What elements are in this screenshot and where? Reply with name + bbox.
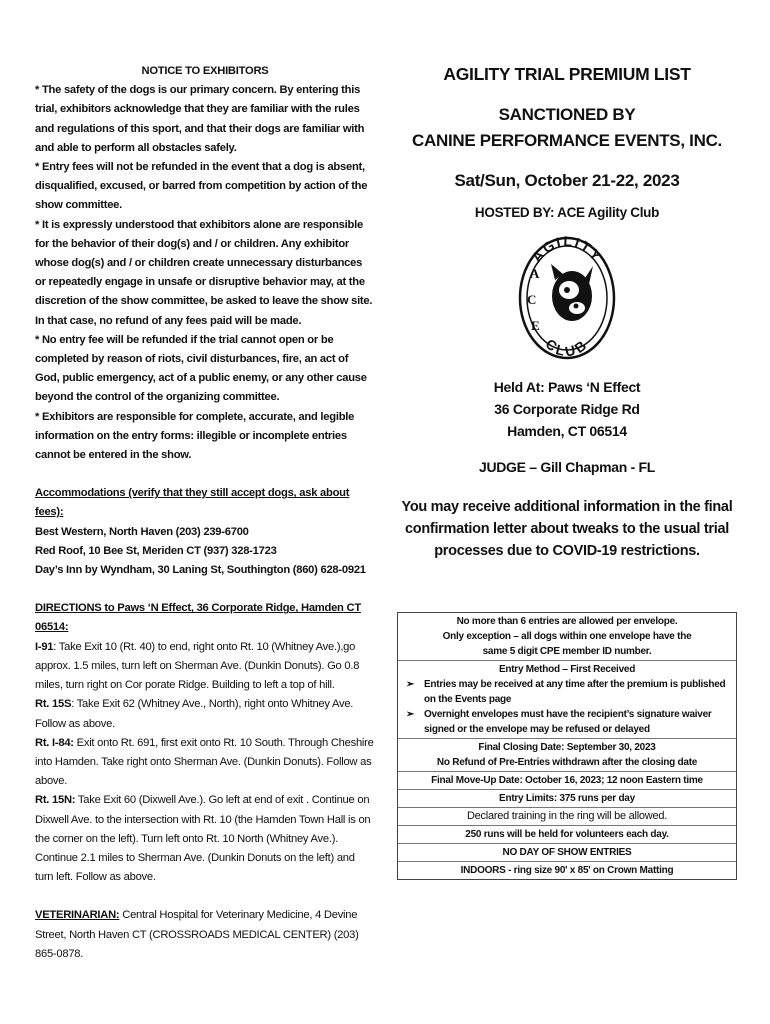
- covid-notice: You may receive additional information in the final confirmation letter about tweaks to the usual trial processes due to COVID-19 restrictions.: [401, 499, 733, 559]
- judge-info: JUDGE – Gill Chapman - FL: [478, 459, 656, 475]
- no-refund: No Refund of Pre-Entries withdrawn after the closing date: [436, 757, 698, 768]
- no-day-of-show-entries: NO DAY OF SHOW ENTRIES: [398, 844, 736, 862]
- bullet-text: Entries may be received at any time after the premium is published on the Events page: [424, 679, 726, 705]
- volunteer-runs: 250 runs will be held for volunteers each day.: [398, 826, 736, 844]
- logo-letter-a: A: [530, 266, 540, 281]
- notice-entry-forms: * Exhibitors are responsible for complete, accurate, and legible information on the entry forms: illegible or incomplete entries cannot be entered in the show.: [35, 410, 355, 462]
- logo-text-bottom: CLUB: [542, 335, 592, 360]
- entry-method-section: [398, 661, 736, 739]
- logo-text-top: AGILITY: [528, 234, 606, 266]
- directions-rt15n: [35, 791, 375, 887]
- hotel-red-roof: Red Roof, 10 Bee St, Meriden CT (937) 328-1723: [35, 544, 277, 557]
- training-note: Declared training in the ring will be allowed.: [398, 808, 736, 826]
- directions-rt15s: [35, 695, 375, 733]
- directions-label: Rt. 15N:: [35, 794, 76, 807]
- notice-refund-absent: * Entry fees will not be refunded in the event that a dog is absent, disqualified, excused, or barred from competition by action of the show committee.: [35, 161, 368, 212]
- directions-label: I-91: [35, 640, 54, 653]
- directions-title: DIRECTIONS to Paws ‘N Effect, 36 Corporate Ridge, Hamden CT 06514:: [35, 602, 361, 634]
- document-title: AGILITY TRIAL PREMIUM LIST: [443, 64, 691, 84]
- bullet-text: Overnight envelopes must have the recipient’s signature waiver signed or the envelope may be refused or delayed: [424, 709, 712, 735]
- directions-label: Rt. 15S: [35, 698, 72, 711]
- notice-safety: * The safety of the dogs is our primary concern. By entering this trial, exhibitors acknowledge that they are familiar with the rules and regulations of this sport, and that their dogs are familiar with and able to perform all obstacles safely.: [35, 84, 365, 154]
- trial-header-column: [397, 60, 737, 562]
- directions-text: : Take Exit 62 (Whitney Ave., North), right onto Whitney Ave. Follow as above.: [35, 698, 354, 730]
- ring-info: INDOORS - ring size 90' x 85' on Crown Matting: [460, 865, 674, 876]
- notice-title: NOTICE TO EXHIBITORS: [141, 65, 269, 77]
- accommodations-title: Accommodations (verify that they still accept dogs, ask about fees):: [35, 487, 350, 519]
- directions-i84: [35, 734, 375, 792]
- logo-letter-c: C: [527, 292, 537, 307]
- envelope-rules: [398, 613, 736, 661]
- sanctioning-org: CANINE PERFORMANCE EVENTS, INC.: [412, 131, 722, 150]
- trial-date: Sat/Sun, October 21-22, 2023: [454, 171, 680, 190]
- directions-i91: [35, 638, 375, 696]
- closing-date: Final Closing Date: September 30, 2023: [478, 742, 656, 753]
- entry-limits: Entry Limits: 375 runs per day: [398, 790, 736, 808]
- venue-name: Held At: Paws ‘N Effect: [493, 379, 641, 395]
- directions-text: : Take Exit 10 (Rt. 40) to end, right onto Rt. 10 (Whitney Ave.),go approx. 1.5 miles, turn left on Sherman Ave. (Dunkin Donuts). Go 0.8 miles, turn right on Cor porate Ridge. Building to left a top of hill.: [35, 640, 360, 692]
- bullet-item: [402, 707, 732, 737]
- arrow-bullet-icon: ➢: [406, 709, 415, 720]
- veterinarian-info: [35, 906, 375, 964]
- exhibitor-info-column: [35, 62, 375, 964]
- closing-section: [398, 739, 736, 772]
- arrow-bullet-icon: ➢: [406, 679, 415, 690]
- directions-text: Exit onto Rt. 691, first exit onto Rt. 10 South. Through Cheshire into Hamden. Take right onto Sherman Ave. (Dunkin Donuts). Follow as above.: [35, 736, 374, 788]
- envelope-rule-3: same 5 digit CPE member ID number.: [482, 646, 652, 657]
- envelope-rule-1: No more than 6 entries are allowed per envelope.: [456, 616, 678, 627]
- ace-agility-club-logo: [517, 234, 617, 362]
- hosted-by: HOSTED BY: ACE Agility Club: [474, 205, 660, 220]
- hotel-days-inn: Day’s Inn by Wyndham, 30 Laning St, Southington (860) 628-0921: [35, 564, 366, 577]
- venue-address-street: 36 Corporate Ridge Rd: [494, 401, 640, 417]
- envelope-rule-2: Only exception – all dogs within one envelope have the: [442, 631, 692, 642]
- notice-cancellation: * No entry fee will be refunded if the trial cannot open or be completed by reason of riots, civil disturbances, fire, an act of God, public emergency, act of a public enemy, or any other cause beyond the control of the organizing committee.: [35, 333, 367, 404]
- logo-letter-e: E: [531, 318, 540, 333]
- directions-label: Rt. I-84:: [35, 736, 74, 749]
- notice-behavior: * It is expressly understood that exhibitors alone are responsible for the behavior of their dog(s) and / or children. Any exhibitor whose dog(s) and / or children create unnecessary disturbances or repeatedly engage in unsafe or disruptive behavior may, at the discretion of the show committee, be asked to leave the show site. In that case, no refund of any fees paid will be made.: [35, 218, 373, 327]
- entry-info-table: [397, 612, 737, 880]
- veterinarian-label: VETERINARIAN:: [35, 909, 120, 922]
- sanctioned-by: SANCTIONED BY: [498, 105, 636, 124]
- move-up-date: Final Move-Up Date: October 16, 2023; 12 noon Eastern time: [398, 772, 736, 790]
- directions-text: Take Exit 60 (Dixwell Ave.). Go left at end of exit . Continue on Dixwell Ave. to the intersection with Rt. 10 (the Hamden Town Hall is on the corner on the left). Turn left onto Rt. 10 North (Whitney Ave.). Continue 2.1 miles to Sherman Ave. (Dunkin Donuts on the left) and turn left. Follow as above.: [35, 794, 371, 884]
- veterinarian-text: Central Hospital for Veterinary Medicine, 4 Devine Street, North Haven CT (CROSSROADS MEDICAL CENTER) (203) 865-0878.: [35, 909, 359, 960]
- hotel-best-western: Best Western, North Haven (203) 239-6700: [35, 525, 249, 538]
- entry-method: Entry Method – First Received: [498, 664, 636, 675]
- venue-address-city: Hamden, CT 06514: [507, 423, 627, 439]
- bullet-item: [402, 677, 732, 707]
